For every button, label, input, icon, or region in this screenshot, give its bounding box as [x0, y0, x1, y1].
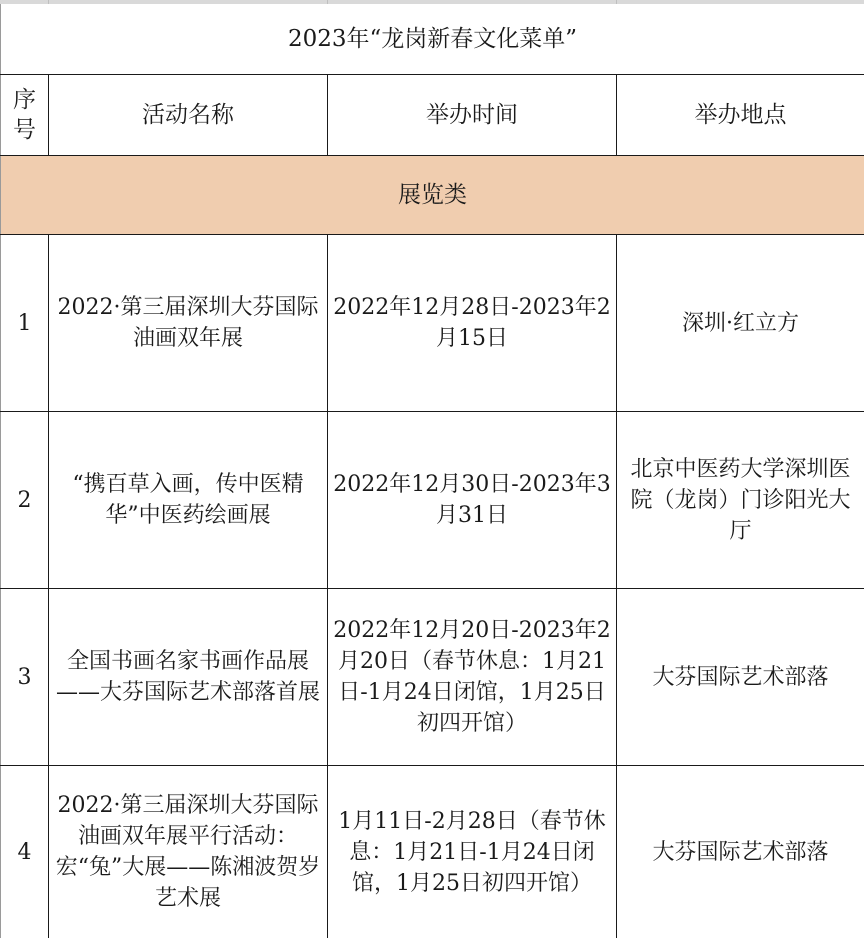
category-row — [1, 156, 864, 235]
row-seq: 1 — [1, 235, 49, 412]
table-row — [1, 412, 864, 589]
row-seq: 3 — [1, 589, 49, 766]
header-name: 活动名称 — [49, 75, 328, 156]
row-seq: 2 — [1, 412, 49, 589]
table-row — [1, 766, 864, 939]
row-time: 2022年12月30日-2023年3月31日 — [328, 412, 617, 589]
row-name: 2022·第三届深圳大芬国际油画双年展 — [49, 235, 328, 412]
title-row — [1, 4, 864, 75]
header-row — [1, 75, 864, 156]
row-venue: 大芬国际艺术部落 — [617, 766, 864, 939]
row-name: “携百草入画，传中医精华”中医药绘画展 — [49, 412, 328, 589]
category-label: 展览类 — [1, 156, 864, 235]
row-venue: 大芬国际艺术部落 — [617, 589, 864, 766]
header-seq — [1, 75, 49, 156]
row-seq: 4 — [1, 766, 49, 939]
table-title: 2023年“龙岗新春文化菜单” — [1, 4, 864, 75]
row-time: 2022年12月20日-2023年2月20日（春节休息：1月21日-1月24日闭馆，1月25日初四开馆） — [328, 589, 617, 766]
row-time: 1月11日-2月28日（春节休息：1月21日-1月24日闭馆，1月25日初四开馆） — [328, 766, 617, 939]
table-row — [1, 235, 864, 412]
row-name: 2022·第三届深圳大芬国际油画双年展平行活动：宏“兔”大展——陈湘波贺岁艺术展 — [49, 766, 328, 939]
header-venue: 举办地点 — [617, 75, 864, 156]
header-time: 举办时间 — [328, 75, 617, 156]
header-seq-label: 序号 — [13, 87, 36, 143]
culture-menu-table — [0, 4, 864, 938]
row-venue: 深圳·红立方 — [617, 235, 864, 412]
table-row — [1, 589, 864, 766]
row-venue: 北京中医药大学深圳医院（龙岗）门诊阳光大厅 — [617, 412, 864, 589]
row-time: 2022年12月28日-2023年2月15日 — [328, 235, 617, 412]
row-name: 全国书画名家书画作品展——大芬国际艺术部落首展 — [49, 589, 328, 766]
